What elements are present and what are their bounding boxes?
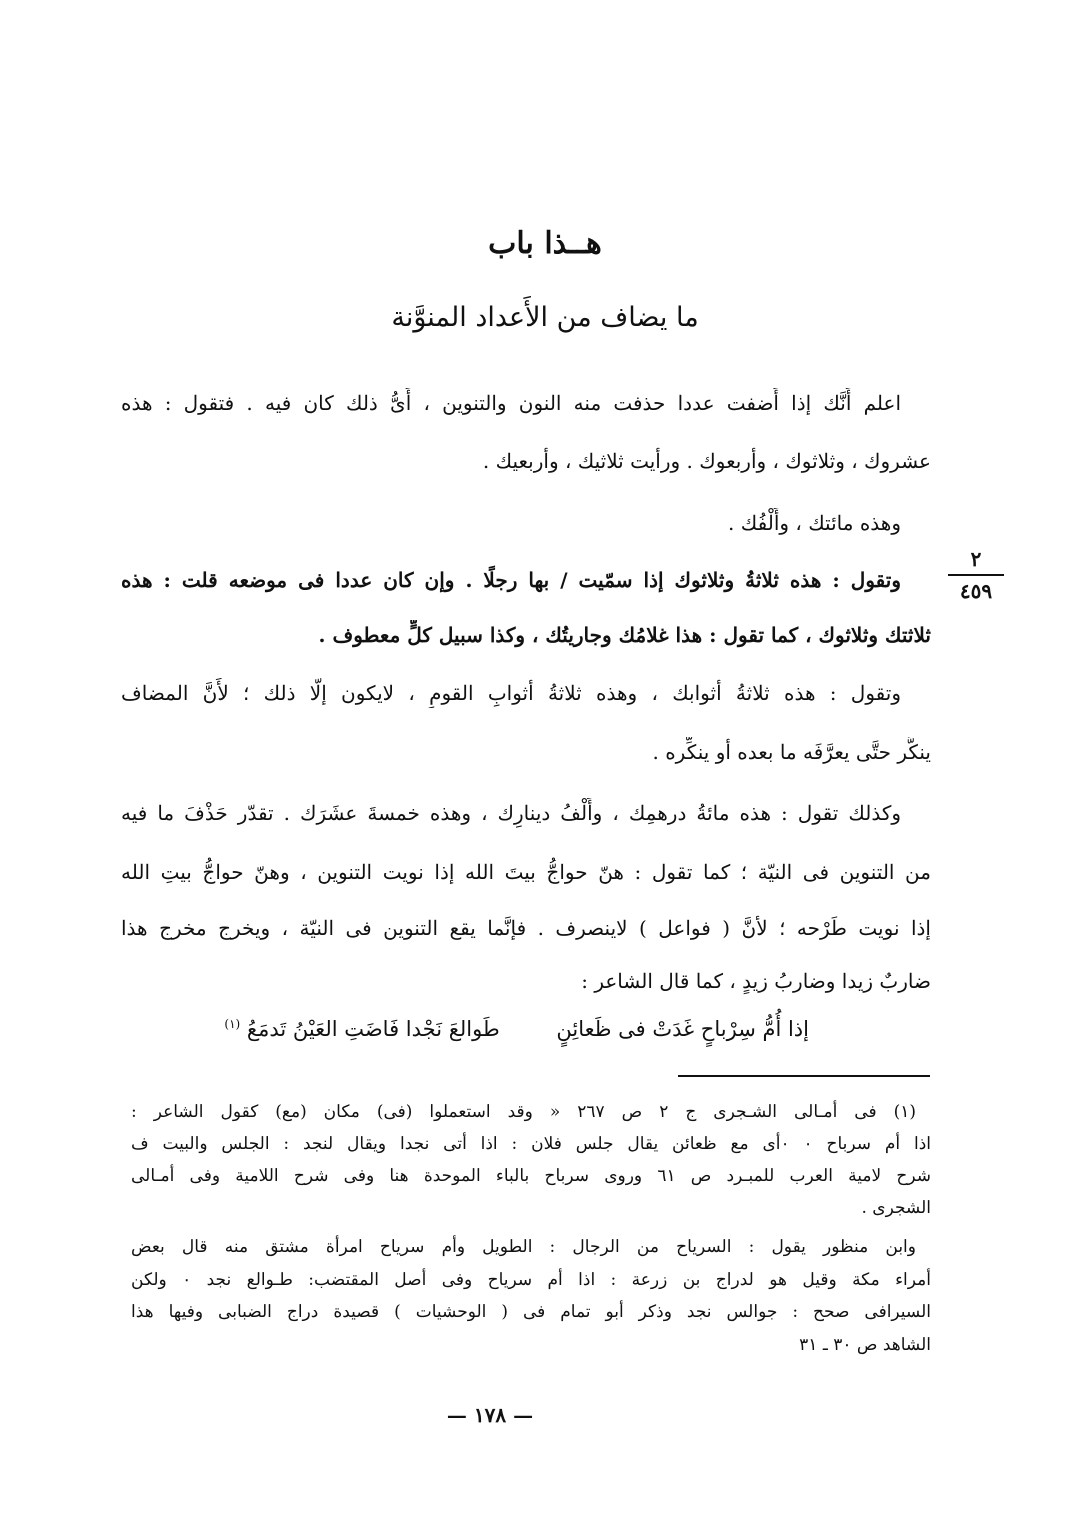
margin-page-number: ٤٥٩ <box>959 579 993 603</box>
body-line: إذا نويت طَرْحه ؛ لأنَّ ( فواعل ) لاينصرف . فإنَّما يقع التنوين فى النيّة ، ويخرج مخرج هذا <box>121 916 931 940</box>
body-line: من التنوين فى النيّة ؛ كما تقول : هنّ حواجُّ بيتَ الله إذا نويت التنوين ، وهنّ حواجُّ بيتِ الله <box>121 860 931 884</box>
footnote-line: شرح لامية العرب للمبـرد ص ٦١ وروى سرباح بالباء الموحدة هنا وفى شرح اللامية وفى أمـالى <box>131 1166 931 1186</box>
body-line: اعلم أَنَّك إذا أَضفت عددا حذفت منه النون والتنوين ، أَىُّ ذلك كان فيه . فتقول : هذه <box>121 391 901 415</box>
footnote-line: اذا أم سرباح ٠ ٠أى مع ظعائن يقال جلس فلان : اذا أتى نجدا ويقال لنجد : الجلس والبيت ف <box>131 1134 931 1154</box>
footnote-reference: (١) <box>224 1017 241 1031</box>
footnote-line: أمراء مكة وقيل هو لدراج بن زرعة : اذا أم سرياح وفى أصل المقتضب: طـوالع نجد ٠ ولكن <box>131 1270 931 1290</box>
body-line: وهذه مائتك ، وأَلْفُك . <box>728 511 901 535</box>
footnote-line: الشاهد ص ٣٠ ـ ٣١ <box>799 1335 931 1355</box>
body-line: وتقول : هذه ثلاثةُ وثلاثوك إذا سمّيت / بها رجلًا . وإن كان عددا فى موضعه قلت : هذه <box>121 568 901 592</box>
footnote-line: السيرافى صحح : جوالس نجد وذكر أبو تمام فى ( الوحشيات ) قصيدة دراج الضبابى وفيها هذا <box>131 1302 931 1322</box>
marginal-page-reference <box>946 548 1006 602</box>
body-line: ثلاثتك وثلاثوك ، كما تقول : هذا غلامُك وجاريتُك ، وكذا سبيل كلٍّ معطوف . <box>318 623 931 647</box>
chapter-heading: هــذا باب <box>488 226 602 261</box>
verse-second-hemistich: طَوالعَ نَجْدا فَاضَتِ العَيْنُ تَدمَعُ <box>246 1017 500 1041</box>
body-line: عشروك ، وثلاثوك ، وأربعوك . ورأيت ثلاثيك ، وأربعيك . <box>482 449 931 473</box>
body-line: ضاربٌ زيدا وضاربُ زيدٍ ، كما قال الشاعر : <box>581 969 931 993</box>
body-line: وتقول : هذه ثلاثةُ أثوابك ، وهذه ثلاثةُ أثوابِ القومِ ، لايكون إلَّا ذلك ؛ لأَنَّ المضاف <box>121 681 901 705</box>
chapter-subtitle: ما يضاف من الأَعداد المنوَّنة <box>391 302 699 333</box>
margin-volume-number: ٢ <box>970 547 982 571</box>
page-number: — ١٧٨ — <box>446 1403 534 1427</box>
margin-divider <box>948 574 1004 576</box>
body-line: ينكَّر حتَّى يعرَّفَه ما بعده أو ينكِّره . <box>652 740 931 764</box>
footnote-line: الشجرى . <box>861 1198 931 1218</box>
footnote-separator <box>678 1075 930 1077</box>
poetry-verse <box>149 1008 809 1045</box>
footnote-line: وابن منظور يقول : السرياح من الرجال : الطويل وأم سرياح امرأة مشتق منه قال بعض <box>131 1237 916 1257</box>
footnote-line: (١) فى أمـالى الشـجرى ج ٢ ص ٢٦٧ « وقد استعملوا (فى) مكان (مع) كقول الشاعر : <box>131 1102 916 1122</box>
verse-first-hemistich: إذا أُمُّ سِرْباحٍ غَدَتْ فى ظَعائِنٍ <box>556 1017 809 1041</box>
body-line: وكذلك تقول : هذه مائةُ درهمِك ، وأَلْفُ دينارِك ، وهذه خمسةَ عشَرَك . تقدّر حَذْفَ ما فيه <box>121 801 901 825</box>
